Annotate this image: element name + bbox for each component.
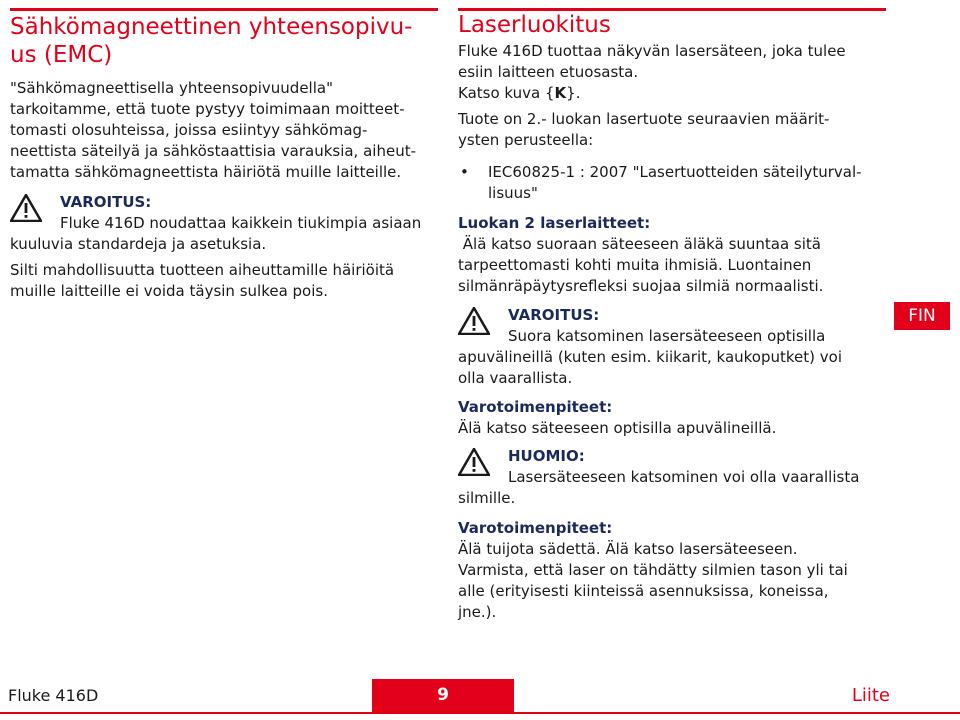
precaution2-line: Älä tuijota sädettä. Älä katso lasersäteeseen. [458,540,798,558]
emc-intro-line: "Sähkömagneettisella yhteensopivuudella" [10,79,333,97]
emc-heading-line2: us (EMC) [10,42,113,68]
laser-intro [458,41,886,104]
emc-warning-title: VAROITUS: [60,193,152,211]
footer-page-number: 9 [372,679,514,712]
emc-closing-line: Silti mahdollisuutta tuotteen aiheuttamille häiriöitä [10,261,395,279]
class2-line: Älä katso suoraan säteeseen äläkä suuntaa sitä [458,235,821,253]
laser-class-text [458,109,886,151]
figure-reference: K [554,84,567,102]
precaution1-text: Älä katso säteeseen optisilla apuvälineillä. [458,419,777,437]
standard-list-item [458,162,886,204]
right-top-rule [458,8,886,11]
left-column [10,8,438,302]
emc-heading-line1: Sähkömagneettinen yhteensopivu- [10,14,413,40]
laser-notice [458,446,886,509]
emc-intro-line: tamatta sähkömagneettista häiriötä muille laitteille. [10,163,402,181]
footer-product: Fluke 416D [8,686,99,705]
laser-intro-line: esiin laitteen etuosasta. [458,63,639,81]
class2-line: tarpeettomasti kohti muita ihmisiä. Luontainen [458,256,812,274]
standard-line: IEC60825-1 : 2007 "Lasertuotteiden säteilyturval- [488,163,862,181]
warning-triangle-icon [458,448,490,476]
laser-notice-title: HUOMIO: [508,447,585,465]
laser-class-line: Tuote on 2.- luokan lasertuote seuraavien määrit- [458,110,830,128]
emc-intro-line: tomasti olosuhteissa, joissa esiintyy sähkömag- [10,121,368,139]
warning-triangle-icon [10,194,42,222]
precaution2-title: Varotoimenpiteet: [458,519,613,537]
laser-warning-rest [458,347,886,389]
laser-intro-line: Fluke 416D tuottaa näkyvän lasersäteen, joka tulee [458,42,846,60]
emc-warning-second-line: kuuluvia standardeja ja asetuksia. [10,235,267,253]
class2-text [458,234,886,297]
laser-warning-line: olla vaarallista. [458,369,573,387]
laser-class-heading: Laserluokitus [458,12,611,38]
laser-warning-line: apuvälineillä (kuten esim. kiikarit, kaukoputket) voi [458,348,843,366]
laser-notice-first-line: Lasersäteeseen katsominen voi olla vaarallista [508,468,860,486]
standard-list [458,162,886,204]
precaution2-line: alle (erityisesti kiinteissä asennuksissa, koneissa, [458,582,829,600]
class2-title: Luokan 2 laserlaitteet: [458,214,651,232]
laser-warning-title: VAROITUS: [508,306,600,324]
precaution2-text [458,539,886,623]
emc-heading [10,13,438,69]
footer-rule [0,712,960,714]
class2-line: silmänräpäytysrefleksi suojaa silmiä normaalisti. [458,277,824,295]
standard-line: lisuus" [488,184,538,202]
left-top-rule [10,8,438,11]
language-badge: FIN [894,302,950,330]
laser-class-line: ysten perusteella: [458,131,594,149]
emc-intro-line: tarkoitamme, että tuote pystyy toimimaan moitteet- [10,100,405,118]
warning-triangle-icon [458,307,490,335]
emc-intro [10,78,438,183]
emc-warning-first-line: Fluke 416D noudattaa kaikkein tiukimpia asiaan [60,214,422,232]
emc-intro-line: neettista säteilyä ja sähköstaattisia varauksia, aiheut- [10,142,416,160]
right-column [458,8,886,623]
laser-warning-first-line: Suora katsominen lasersäteeseen optisilla [508,327,826,345]
laser-warning [458,305,886,389]
emc-closing-line: muille laitteille ei voida täysin sulkea pois. [10,282,328,300]
laser-notice-rest: silmille. [458,489,516,507]
precaution1-title: Varotoimenpiteet: [458,398,613,416]
emc-warning [10,192,438,255]
emc-closing [10,260,438,302]
footer-section: Liite [851,685,890,706]
precaution2-line: jne.). [458,603,497,621]
precaution2-line: Varmista, että laser on tähdätty silmien tason yli tai [458,561,848,579]
see-figure-text: Katso kuva { [458,84,555,102]
see-figure-end: }. [566,84,581,102]
